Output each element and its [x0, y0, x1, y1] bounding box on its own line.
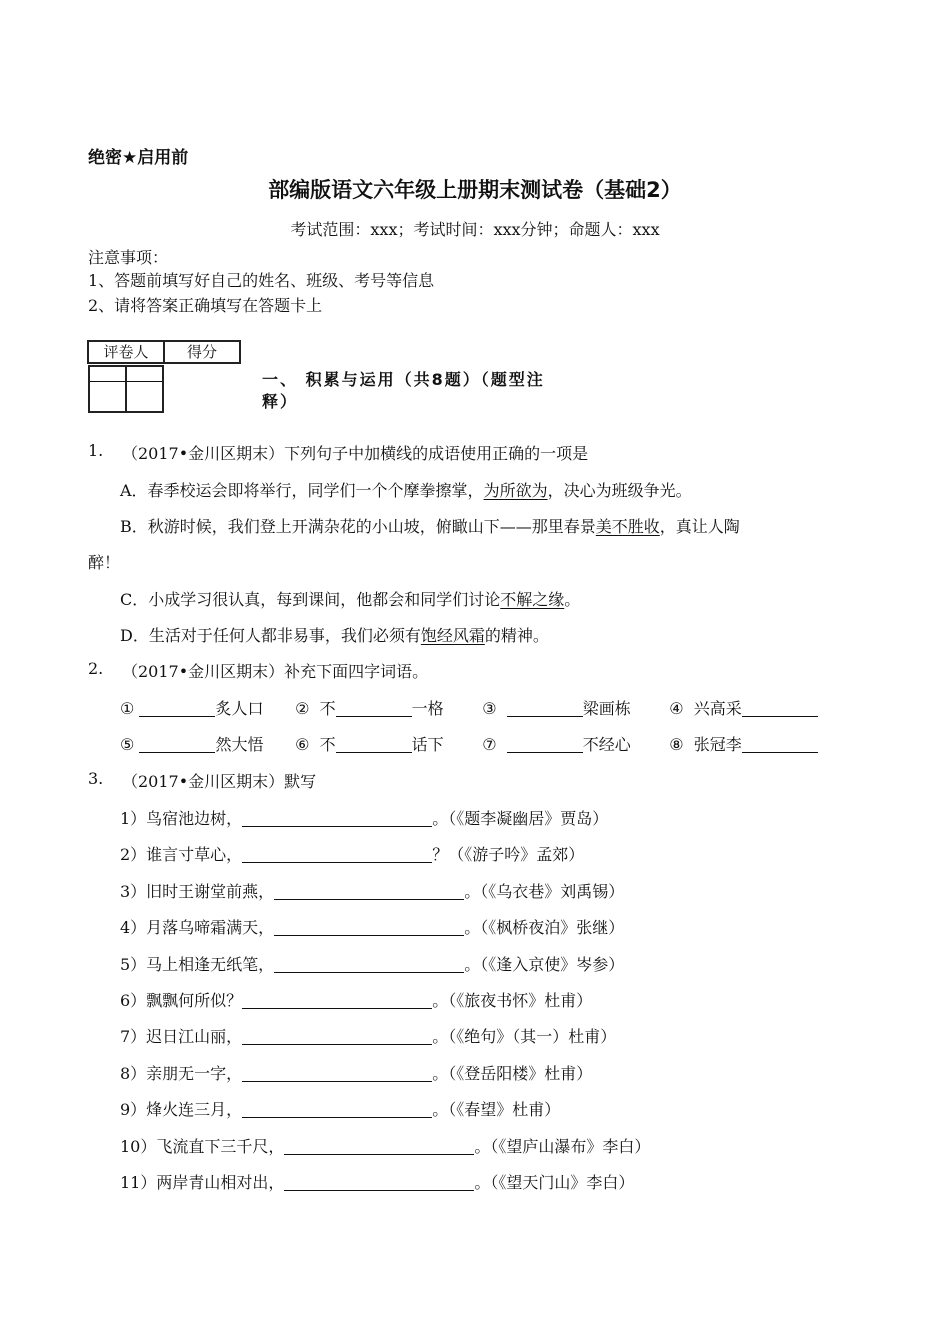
- poem-blank[interactable]: [274, 956, 464, 973]
- underlined-idiom: 饱经风霜: [420, 626, 485, 645]
- poem-prompt: 10）飞流直下三千尺，: [120, 1137, 285, 1156]
- underlined-idiom: 为所欲为: [483, 481, 548, 500]
- idiom-blank[interactable]: [139, 700, 215, 717]
- idiom-blank[interactable]: [742, 700, 818, 717]
- poem-line: [120, 879, 624, 902]
- option-d[interactable]: [120, 623, 549, 646]
- idiom-suffix: 然大悟: [215, 735, 264, 754]
- idiom-blank[interactable]: [742, 736, 818, 753]
- option-b-continued: 醉！: [88, 553, 121, 572]
- poem-source: 。（《望庐山瀑布》李白）: [474, 1137, 651, 1156]
- poem-prompt: 4）月落乌啼霜满天，: [120, 918, 275, 937]
- option-b-tail: ，真让人陶: [659, 517, 740, 536]
- option-a[interactable]: [120, 478, 692, 501]
- poem-line: [120, 1170, 634, 1193]
- item-mark: ③: [482, 699, 497, 718]
- section-heading-line1: 一、 积累与运用（共8题）（题型注: [262, 370, 545, 389]
- note-item: 1、答题前填写好自己的姓名、班级、考号等信息: [88, 271, 435, 290]
- page-title: 部编版语文六年级上册期末测试卷（基础2）: [268, 178, 682, 202]
- poem-line: [120, 915, 624, 938]
- poem-source: 。（《题李凝幽居》贾岛）: [432, 809, 609, 828]
- question-number: 3.: [88, 769, 104, 788]
- idiom-item: [120, 696, 290, 719]
- option-a-tail: ，决心为班级争光。: [547, 481, 692, 500]
- question-number: 2.: [88, 659, 104, 678]
- poem-prompt: 9）烽火连三月，: [120, 1100, 243, 1119]
- question-stem: （2017•金川区期末）下列句子中加横线的成语使用正确的一项是: [122, 444, 589, 463]
- item-mark: ⑤: [120, 735, 135, 754]
- option-d-tail: 的精神。: [484, 626, 549, 645]
- underlined-idiom: 美不胜收: [595, 517, 660, 536]
- poem-prompt: 11）两岸青山相对出，: [120, 1173, 285, 1192]
- poem-source: ？（《游子吟》孟郊）: [432, 845, 585, 864]
- poem-blank[interactable]: [242, 1065, 432, 1082]
- idiom-prefix: 兴高采: [693, 699, 742, 718]
- option-d-text: D．生活对于任何人都非易事，我们必须有: [120, 626, 421, 645]
- question-number: 1.: [88, 441, 104, 460]
- note-item: 2、请将答案正确填写在答题卡上: [88, 296, 323, 315]
- item-mark: ⑥: [295, 735, 310, 754]
- poem-line: [120, 842, 584, 865]
- idiom-suffix: 话下: [411, 735, 444, 754]
- poem-line: [120, 952, 624, 975]
- poem-blank[interactable]: [242, 1101, 432, 1118]
- idiom-prefix: 不: [319, 699, 336, 718]
- item-mark: ⑧: [669, 735, 684, 754]
- score-cell[interactable]: [126, 366, 163, 412]
- item-mark: ④: [669, 699, 684, 718]
- idiom-item: [669, 696, 818, 719]
- idiom-item: [295, 732, 477, 755]
- poem-source: 。（《旅夜书怀》杜甫）: [432, 991, 593, 1010]
- poem-source: 。（《逢入京使》岑参）: [464, 955, 625, 974]
- idiom-item: [295, 696, 477, 719]
- score-table: [87, 340, 241, 383]
- idiom-item: [482, 732, 664, 755]
- poem-prompt: 3）旧时王谢堂前燕，: [120, 882, 275, 901]
- question-stem: （2017•金川区期末）补充下面四字词语。: [122, 662, 429, 681]
- poem-line: [120, 1097, 560, 1120]
- poem-prompt: 2）谁言寸草心，: [120, 845, 243, 864]
- poem-blank[interactable]: [242, 1028, 432, 1045]
- poem-line: [120, 1024, 616, 1047]
- poem-blank[interactable]: [274, 883, 464, 900]
- poem-blank[interactable]: [274, 919, 464, 936]
- confidential-label: 绝密★启用前: [88, 148, 189, 168]
- poem-line: [120, 1061, 592, 1084]
- poem-prompt: 7）迟日江山丽，: [120, 1027, 243, 1046]
- section-heading: [262, 369, 545, 413]
- option-c-text: C．小成学习很认真，每到课间，他都会和同学们讨论: [120, 590, 501, 609]
- idiom-item: [482, 696, 664, 719]
- idiom-suffix: 一格: [411, 699, 444, 718]
- idiom-row: [120, 732, 818, 755]
- poem-blank[interactable]: [242, 846, 432, 863]
- poem-blank[interactable]: [284, 1138, 474, 1155]
- poem-prompt: 8）亲朋无一字，: [120, 1064, 243, 1083]
- idiom-item: [120, 732, 290, 755]
- poem-source: 。（《乌衣巷》刘禹锡）: [464, 882, 625, 901]
- option-a-text: A．春季校运会即将举行，同学们一个个摩拳擦掌，: [120, 481, 484, 500]
- idiom-prefix: 张冠李: [693, 735, 742, 754]
- score-table-grader-header: 评卷人: [88, 341, 164, 363]
- poem-blank[interactable]: [284, 1174, 474, 1191]
- idiom-row: [120, 696, 818, 719]
- item-mark: ⑦: [482, 735, 497, 754]
- poem-source: 。（《春望》杜甫）: [432, 1100, 561, 1119]
- item-mark: ①: [120, 699, 135, 718]
- score-table-score-header: 得分: [164, 341, 240, 363]
- idiom-blank[interactable]: [139, 736, 215, 753]
- exam-info: 考试范围：xxx；考试时间：xxx分钟；命题人：xxx: [290, 220, 660, 239]
- idiom-item: [669, 732, 818, 755]
- section-heading-line2: 释）: [262, 392, 299, 411]
- poem-line: [120, 1134, 650, 1157]
- poem-source: 。（《登岳阳楼》杜甫）: [432, 1064, 593, 1083]
- grader-cell[interactable]: [89, 366, 126, 412]
- poem-blank[interactable]: [242, 810, 432, 827]
- poem-blank[interactable]: [242, 992, 432, 1009]
- idiom-blank[interactable]: [336, 700, 412, 717]
- poem-source: 。（《望天门山》李白）: [474, 1173, 635, 1192]
- idiom-blank[interactable]: [507, 736, 583, 753]
- idiom-blank[interactable]: [507, 700, 583, 717]
- option-c-tail: 。: [564, 590, 581, 609]
- question-stem: （2017•金川区期末）默写: [122, 772, 317, 791]
- idiom-suffix: 梁画栋: [582, 699, 631, 718]
- idiom-blank[interactable]: [336, 736, 412, 753]
- poem-prompt: 6）飘飘何所似？: [120, 991, 243, 1010]
- idiom-suffix: 炙人口: [215, 699, 264, 718]
- option-b-text: B．秋游时候，我们登上开满杂花的小山坡，俯瞰山下——那里春景: [120, 517, 596, 536]
- poem-source: 。（《绝句》（其一）杜甫）: [432, 1027, 617, 1046]
- poem-line: [120, 988, 592, 1011]
- poem-prompt: 1）鸟宿池边树，: [120, 809, 243, 828]
- option-c[interactable]: [120, 587, 580, 610]
- poem-source: 。（《枫桥夜泊》张继）: [464, 918, 625, 937]
- item-mark: ②: [295, 699, 310, 718]
- poem-prompt: 5）马上相逢无纸笔，: [120, 955, 275, 974]
- option-b[interactable]: [120, 514, 740, 537]
- idiom-prefix: 不: [319, 735, 336, 754]
- notes-heading: 注意事项：: [88, 248, 169, 267]
- poem-line: [120, 806, 608, 829]
- idiom-suffix: 不经心: [582, 735, 631, 754]
- underlined-idiom: 不解之缘: [500, 590, 565, 609]
